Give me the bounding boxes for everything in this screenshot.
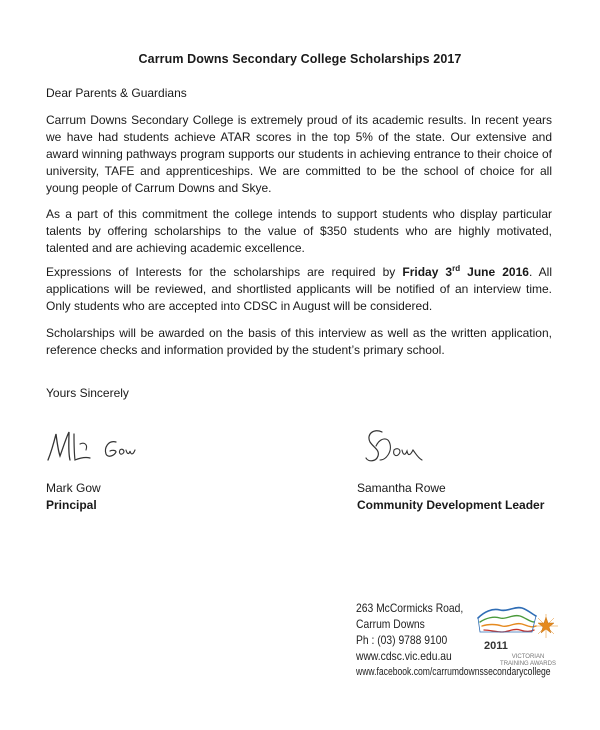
award-year: 2011 [484, 640, 508, 652]
closing: Yours Sincerely [46, 386, 129, 400]
deadline-date: Friday 3rd June 2016 [402, 264, 529, 279]
signer-name: Mark Gow [46, 481, 101, 495]
expressions-text-after: . All applications will be reviewed, and shortlisted applicants will be notified of an interview time. Only students who are accepted into CDSC in August will be considered. [46, 265, 553, 313]
signer-community-leader [357, 480, 544, 514]
paragraph-expressions [46, 264, 552, 315]
signer-role: Principal [46, 498, 97, 512]
paragraph-commitment: As a part of this commitment the college intends to support students who display particular talents by offering scholarships to the value of $350 students who are highly motivated, talented and are achieving academic excellence. [46, 207, 552, 255]
letter-title: Carrum Downs Secondary College Scholarships 2017 [138, 52, 462, 66]
address-line-2: Carrum Downs [356, 617, 425, 631]
signature-samantha-rowe [360, 424, 440, 468]
signature-mark-gow [44, 420, 154, 470]
signer-principal [46, 480, 101, 514]
signer-name: Samantha Rowe [357, 481, 446, 495]
facebook-link[interactable]: www.facebook.com/carrumdownssecondarycollege [356, 666, 551, 678]
salutation: Dear Parents & Guardians [46, 86, 187, 100]
address-line-1: 263 McCormicks Road, [356, 601, 464, 615]
paragraph-results: Carrum Downs Secondary College is extremely proud of its academic results. In recent years we have had students achieve ATAR scores in the top 5% of the state. Our extensive and award winning pathways program supports our students in achieving entrance to their choice of university, TAFE and apprenticeships. We are committed to be the school of choice for all young people of Carrum Downs and Skye. [46, 113, 552, 195]
website-link[interactable]: www.cdsc.vic.edu.au [356, 649, 452, 663]
award-text: VICTORIAN TRAINING AWARDS [500, 654, 556, 667]
phone-number: Ph : (03) 9788 9100 [356, 633, 448, 647]
paragraph-awarding: Scholarships will be awarded on the basis of this interview as well as the written application, reference checks and information provided by the student’s primary school. [46, 326, 552, 357]
expressions-text-before: Expressions of Interests for the scholarships are required by [46, 265, 403, 279]
signer-role: Community Development Leader [357, 498, 545, 512]
star-icon [534, 614, 558, 638]
